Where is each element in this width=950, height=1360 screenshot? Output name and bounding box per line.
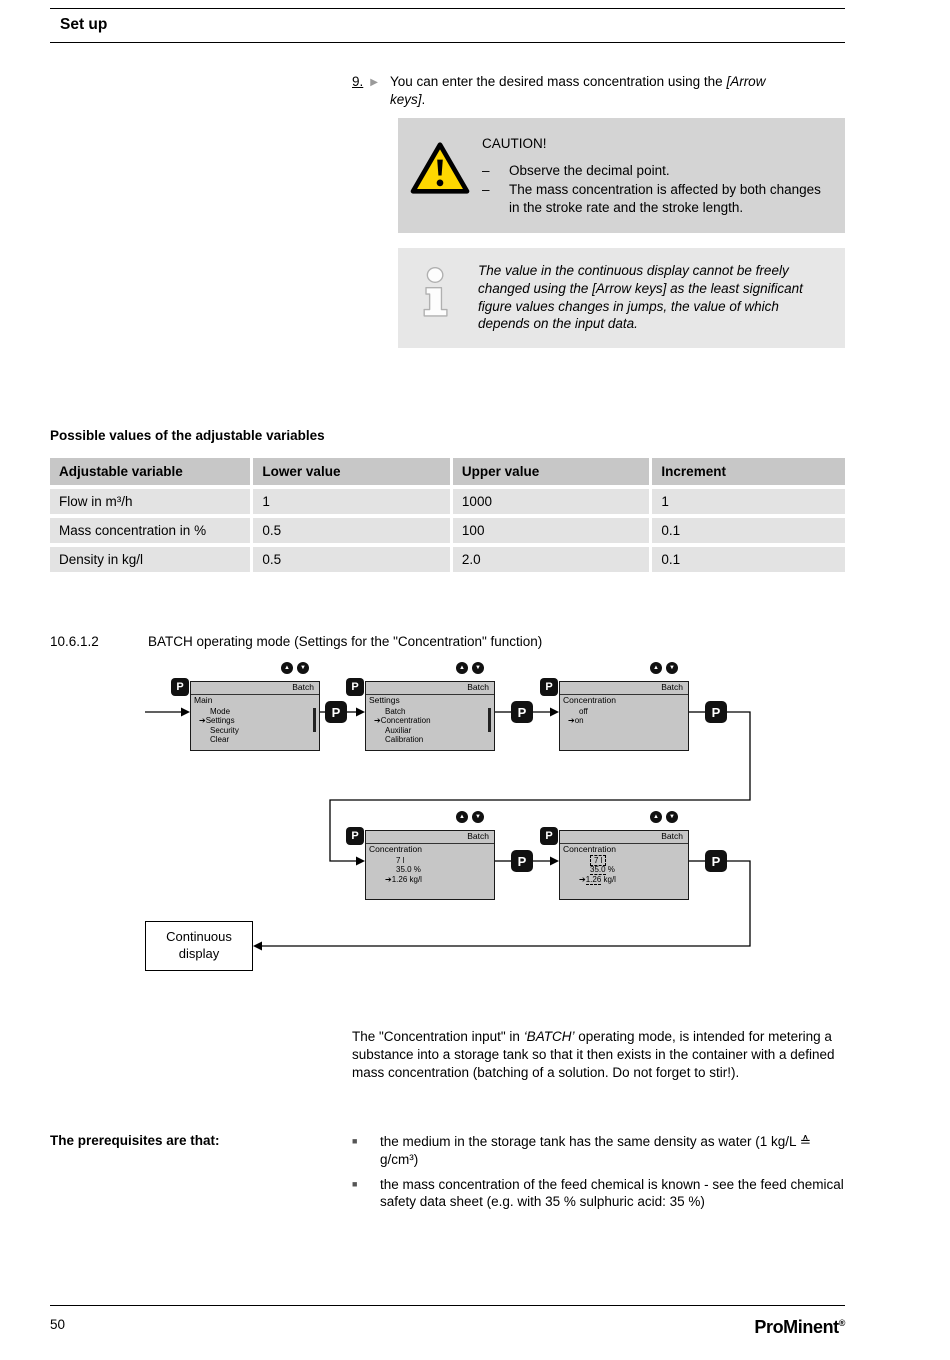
caution-item-text: Observe the decimal point. — [509, 162, 670, 178]
lcd-screen-main-menu — [190, 681, 320, 751]
table-cell: 0.5 — [253, 547, 450, 572]
table-caption: Possible values of the adjustable variables — [50, 428, 325, 443]
p-key-icon: P — [346, 678, 364, 696]
down-arrow-key-icon: ▼ — [297, 662, 309, 674]
p-key-icon: P — [540, 827, 558, 845]
menu-item: Batch — [385, 706, 406, 716]
table-cell: Flow in m³/h — [50, 489, 250, 514]
step-marker-icon: ▶ — [370, 77, 378, 88]
down-arrow-key-icon: ▼ — [666, 811, 678, 823]
values-table — [47, 454, 848, 576]
up-arrow-key-icon: ▲ — [650, 811, 662, 823]
screen-title: Main — [194, 695, 213, 705]
caution-item-text: The mass concentration is affected by both changes in the stroke rate and the stroke length. — [509, 182, 821, 215]
dash-bullet: – — [482, 182, 490, 198]
section-number: 10.6.1.2 — [50, 634, 99, 649]
up-arrow-key-icon: ▲ — [456, 662, 468, 674]
p-key-icon: P — [540, 678, 558, 696]
p-button-icon: P — [511, 701, 533, 723]
table-cell: 2.0 — [453, 547, 650, 572]
table-header-cell: Increment — [652, 458, 845, 485]
p-button-icon: P — [705, 701, 727, 723]
menu-item: off — [579, 706, 588, 716]
up-arrow-key-icon: ▲ — [456, 811, 468, 823]
table-cell: Mass concentration in % — [50, 518, 250, 543]
concentration-description — [352, 1028, 845, 1081]
menu-item: Auxiliar — [385, 725, 412, 735]
step-text-part: You can enter the desired mass concentration using the — [389, 74, 727, 89]
list-item — [352, 1133, 845, 1169]
selection-arrow: ➔ — [579, 874, 586, 884]
lcd-screen-concentration-edit — [559, 830, 689, 900]
menu-item-selected: ➔Settings — [199, 716, 235, 725]
continuous-display-box — [145, 921, 253, 971]
table-cell: 0.1 — [652, 547, 845, 572]
table-header-row — [50, 458, 845, 485]
page-footer — [50, 1305, 845, 1338]
table-cell: Density in kg/l — [50, 547, 250, 572]
caution-box — [398, 118, 845, 233]
editable-field: 7 l — [590, 855, 606, 866]
registered-mark: ® — [838, 1318, 845, 1328]
info-icon — [416, 262, 478, 334]
caution-item — [482, 181, 831, 216]
step-number: 9. — [352, 74, 364, 89]
screen-title: Concentration — [563, 844, 616, 854]
value-line: 7 l — [396, 855, 405, 865]
page-header — [50, 8, 845, 43]
screen-title: Concentration — [369, 844, 422, 854]
caution-title: CAUTION! — [482, 136, 547, 151]
screen-mode-label: Batch — [366, 682, 494, 695]
table-row — [50, 489, 845, 514]
screen-mode-label: Batch — [191, 682, 319, 695]
step-9 — [352, 73, 845, 108]
square-bullet-icon: ■ — [352, 1178, 358, 1189]
section-title: BATCH operating mode (Settings for the "Concentration" function) — [148, 634, 543, 649]
prominent-logo — [754, 1317, 845, 1338]
arrow-keys-term: [Arrow keys] — [389, 74, 766, 107]
p-button-icon: P — [325, 701, 347, 723]
editable-field: 35.0 — [590, 865, 606, 874]
unit-label: % — [605, 865, 615, 874]
menu-flow-diagram — [50, 658, 895, 978]
step-text-part: . — [421, 91, 426, 107]
description-text: operating mode, is intended for metering a substance into a storage tank so that it then exists in the container with a defined mass concentration (batching of a solution. Do not forget to stir!). — [352, 1029, 835, 1080]
editable-value-line — [560, 856, 688, 866]
editable-value-line — [560, 865, 688, 875]
value-line-selected: ➔1.26 kg/l — [385, 874, 422, 884]
list-item-text: the mass concentration of the feed chemical is known - see the feed chemical safety data sheet (e.g. with 35 % sulphuric acid: 35 %) — [380, 1176, 844, 1210]
up-arrow-key-icon: ▲ — [281, 662, 293, 674]
table-cell: 0.5 — [253, 518, 450, 543]
menu-item: Mode — [210, 706, 231, 716]
step-text — [390, 73, 790, 108]
warning-triangle-icon — [410, 135, 482, 218]
down-arrow-key-icon: ▼ — [666, 662, 678, 674]
lcd-screen-concentration-values — [365, 830, 495, 900]
logo-text: ProMinent — [754, 1317, 839, 1337]
square-bullet-icon: ■ — [352, 1136, 358, 1146]
down-arrow-key-icon: ▼ — [472, 811, 484, 823]
scrollbar-indicator — [488, 708, 491, 732]
up-arrow-key-icon: ▲ — [650, 662, 662, 674]
value-line: 35.0 % — [396, 865, 421, 874]
p-button-icon: P — [705, 850, 727, 872]
screen-title: Concentration — [563, 695, 616, 705]
lcd-screen-concentration-toggle — [559, 681, 689, 751]
table-cell: 1000 — [453, 489, 650, 514]
menu-item: Calibration — [385, 735, 424, 744]
table-cell: 1 — [652, 489, 845, 514]
menu-item-selected: ➔Concentration — [374, 716, 431, 725]
unit-label: kg/l — [601, 874, 616, 884]
table-row — [50, 547, 845, 572]
description-text: The "Concentration input" in — [352, 1029, 524, 1044]
page-number: 50 — [50, 1317, 66, 1332]
table-cell: 1 — [253, 489, 450, 514]
p-button-icon: P — [511, 850, 533, 872]
lcd-screen-settings-menu — [365, 681, 495, 751]
scrollbar-indicator — [313, 708, 316, 732]
page-title: Set up — [60, 16, 108, 33]
menu-item-selected: ➔on — [568, 716, 584, 725]
prerequisites-label: The prerequisites are that: — [50, 1133, 220, 1148]
continuous-display-label: Continuous display — [166, 929, 232, 961]
down-arrow-key-icon: ▼ — [472, 662, 484, 674]
list-item — [352, 1176, 845, 1212]
values-section — [50, 428, 845, 576]
table-header-cell: Upper value — [453, 458, 650, 485]
note-text: The value in the continuous display cannot be freely changed using the [Arrow keys] as the least significant figure values changes in jumps, the value of which depends on the input data. — [478, 263, 803, 332]
prerequisites-list — [352, 1133, 845, 1218]
batch-mode-term: ‘BATCH’ — [523, 1029, 575, 1044]
menu-item: Clear — [210, 735, 230, 744]
p-key-icon: P — [171, 678, 189, 696]
editable-field: 1.26 — [585, 874, 602, 884]
screen-mode-label: Batch — [560, 682, 688, 695]
dash-bullet: – — [482, 162, 490, 178]
p-key-icon: P — [346, 827, 364, 845]
info-note-box — [398, 248, 845, 348]
section-heading — [50, 634, 845, 649]
editable-value-line-selected — [560, 875, 688, 885]
table-row — [50, 518, 845, 543]
table-cell: 0.1 — [652, 518, 845, 543]
screen-title: Settings — [369, 695, 400, 705]
table-cell: 100 — [453, 518, 650, 543]
list-item-text: the medium in the storage tank has the same density as water (1 kg/L ≙ g/cm³) — [380, 1134, 812, 1167]
table-header-cell: Adjustable variable — [50, 458, 250, 485]
caution-content — [482, 135, 831, 218]
screen-mode-label: Batch — [560, 831, 688, 844]
table-header-cell: Lower value — [253, 458, 450, 485]
menu-item: Security — [210, 725, 239, 735]
caution-item — [482, 162, 831, 180]
screen-mode-label: Batch — [366, 831, 494, 844]
